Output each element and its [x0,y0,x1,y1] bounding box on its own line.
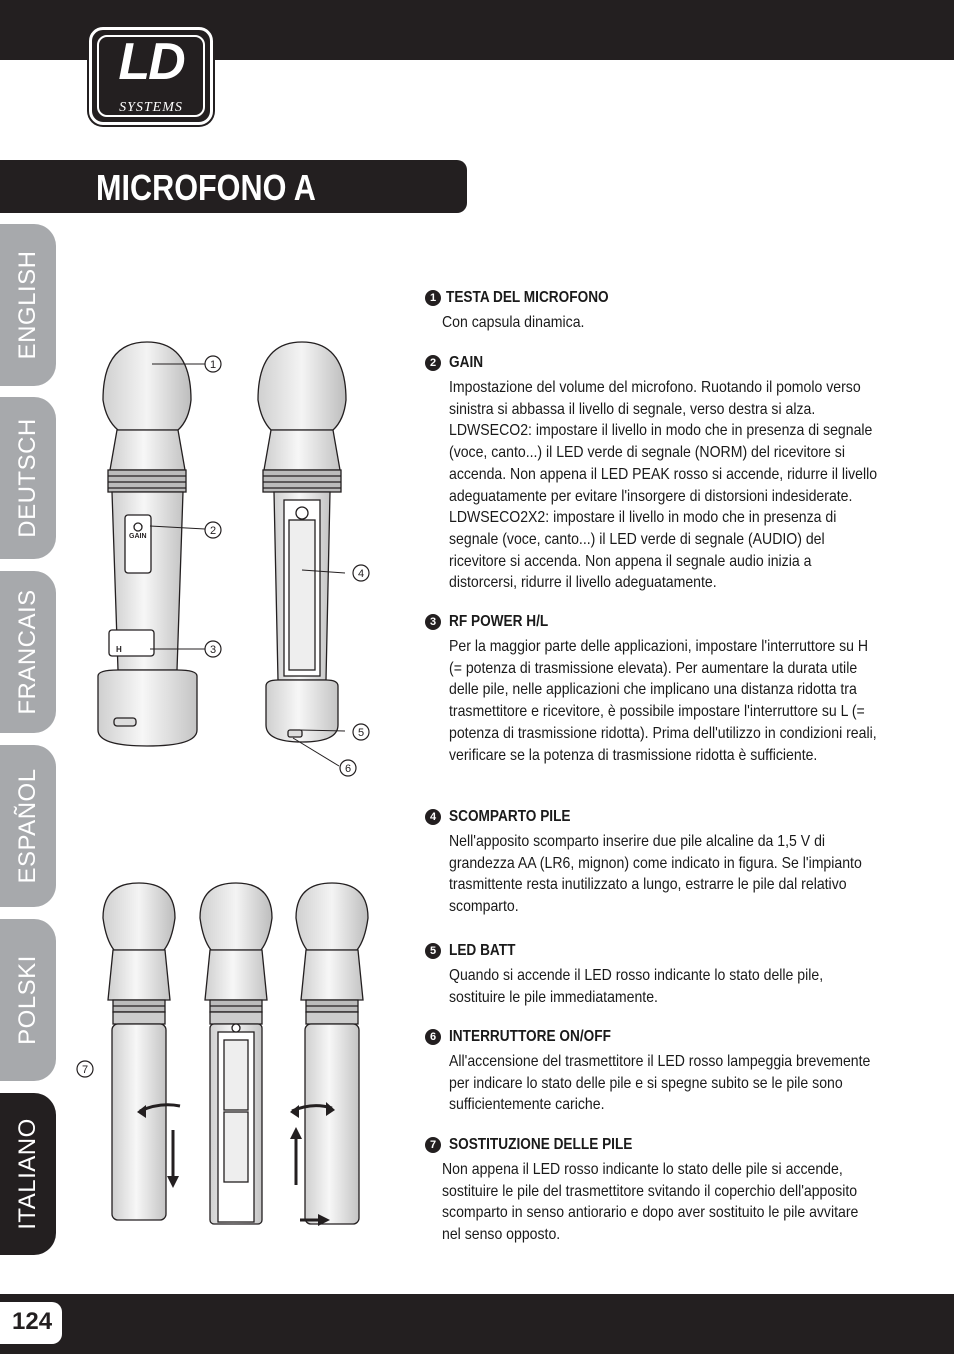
section-text: Impostazione del volume del microfono. Ruotando il pomolo verso sinistra si abbassa il livello di segnale, verso destra si alza. LDWSECO2: impostare il livello in modo che in presenza di segnale (voce, canto...) il LED verde di segnale (NORM) del ricevitore si accenda. Non appena il LED PEAK rosso si accende, ridurre il livello adeguatamente per evitare l'insorgere di distorsioni indesiderate. LDWSECO2X2: impostare il livello in modo che in presenza di segnale (voce, canto...) il LED verde di segnale (AUDIO) del ricevitore si accenda. Non appena il segnale audio inizia a distorcersi, ridurre il livello adeguatamente. [449,379,878,592]
page-number: 124 [12,1308,53,1335]
lang-tab-label: ENGLISH [14,250,41,360]
callout-7: 7 [81,1064,89,1076]
callout-3: 3 [209,644,217,656]
microphone-open-view [258,342,346,766]
footer-bar [0,1294,954,1354]
microphone-front-view [98,342,205,746]
lang-tab-label: ESPAÑOL [14,768,41,884]
section-heading: RF POWER H/L [449,613,549,630]
section-marker: 7 [425,1137,441,1153]
section-heading: SCOMPARTO PILE [449,808,571,825]
lang-tab-label: POLSKI [14,955,41,1045]
lang-tab-label: FRANCAIS [14,589,41,715]
section-heading: SOSTITUZIONE DELLE PILE [449,1136,633,1153]
gain-label: GAIN [129,533,147,540]
section-heading: INTERRUTTORE ON/OFF [449,1028,611,1045]
page-title: MICROFONO A MANO: [96,167,315,248]
section-text: Nell'apposito scomparto inserire due pile alcaline da 1,5 V di grandezza AA (LR6, mignon) come indicato in figura. Se l'impianto trasmittente resta inutilizzato a lungo, estrarre le pile dal relativo scomparto. [449,833,862,916]
section-marker: 5 [425,943,441,959]
callout-6: 6 [344,763,352,775]
section-text: Quando si accende il LED rosso indicante lo stato delle pile, sostituire le pile immediatamente. [449,967,824,1006]
battery-replacement-illustration [103,883,368,1224]
lang-tab-label: DEUTSCH [14,418,41,538]
section-heading: LED BATT [449,942,516,959]
section-heading: GAIN [449,354,484,371]
lang-tab-label: ITALIANO [14,1118,41,1230]
section-heading: TESTA DEL MICROFONO [446,289,609,306]
section-text: All'accensione del trasmettitore il LED rosso lampeggia brevemente per indicare lo stato delle pile e si spegne subito se le pile sono sufficientemente cariche. [449,1053,871,1114]
section-text: Con capsula dinamica. [442,314,585,331]
callout-1: 1 [209,359,217,371]
section-text: Non appena il LED rosso indicante lo stato delle pile si accende, sostituire le pile del trasmettitore svitando il coperchio dell'apposito scomparto in senso antiorario e dopo aver sostituito le pile avvitare nel senso opposto. [442,1161,859,1244]
page-number-box [0,1302,62,1344]
section-marker: 4 [425,809,441,825]
section-marker: 3 [425,614,441,630]
section-text: Per la maggior parte delle applicazioni, impostare l'interruttore su H (= potenza di trasmissione elevata). Per aumentare la durata utile delle pile, nelle applicazioni che implicano una distanza ridotta tra trasmettitore e ricevitore, è possibile impostare l'interruttore su L (= potenza di trasmissione ridotta). Prima dell'utilizzo in condizioni reali, verificare se la potenza di trasmissione ridotta è sufficiente. [449,638,877,764]
callout-4: 4 [357,568,365,580]
logo-main-text: LD [118,33,184,91]
logo-sub-text: SYSTEMS [119,100,183,115]
h-switch-label: H [116,645,122,654]
section-marker: 2 [425,355,441,371]
microphone-illustrations [0,0,400,1290]
callout-5: 5 [357,727,365,739]
callout-2: 2 [209,525,217,537]
section-marker: 6 [425,1029,441,1045]
section-marker: 1 [425,290,441,306]
